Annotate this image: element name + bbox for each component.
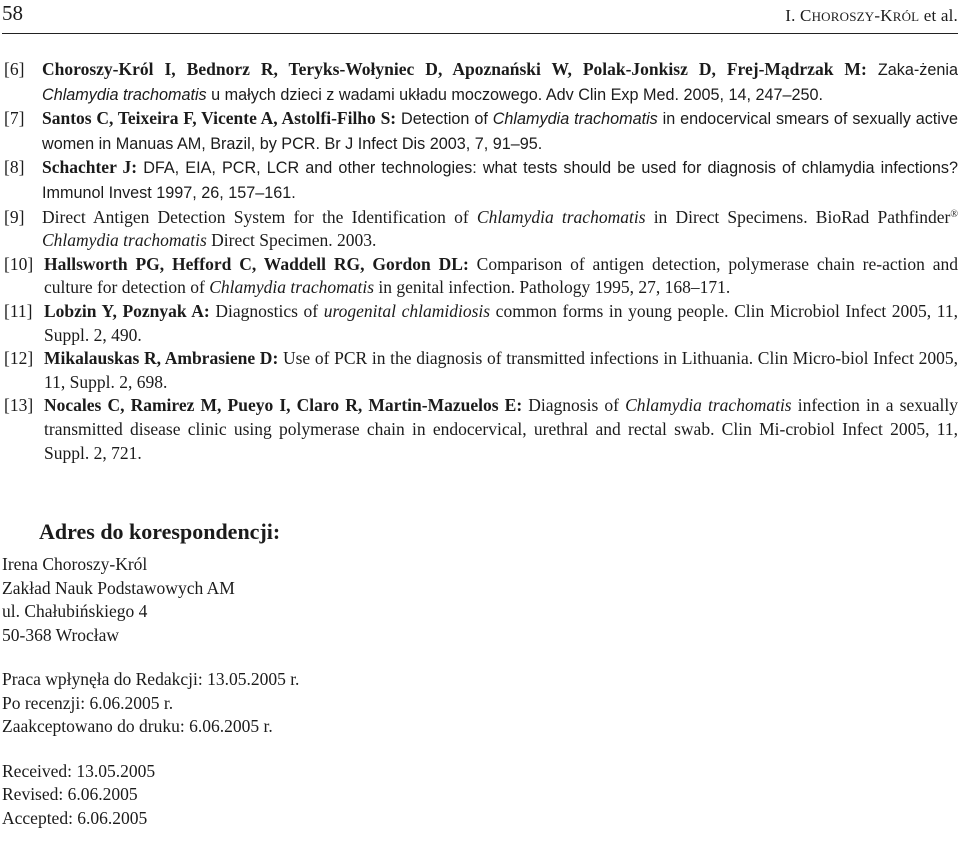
reference-number: [10]	[4, 253, 34, 274]
reference-number: [8]	[4, 157, 25, 178]
correspondence-heading: Adres do korespondencji:	[39, 519, 281, 544]
reference-number: [6]	[4, 59, 25, 79]
reference-number: [12]	[4, 348, 34, 369]
reference-authors: Choroszy-Król I, Bednorz R, Teryks-Wołyniec D, Apoznański W, Polak-Jonkisz D, Frej-Mądrzak M:	[42, 59, 867, 79]
reference-item: [10] Hallsworth PG, Hefford C, Waddell RG, Gordon DL: Comparison of antigen detection, polymerase chain re-action and culture for detection of Chlamydia trachomatis in genital infection. Pathology 1995, 27, 168–171.	[4, 253, 958, 298]
reference-authors: Schachter J:	[42, 157, 138, 178]
reference-item: [8] Schachter J: DFA, EIA, PCR, LCR and other technologies: what tests should be used for diagnosis of chlamydia infections? Immunol Invest 1997, 26, 157–161.	[4, 157, 958, 202]
date-line: Received: 13.05.2005	[2, 760, 156, 781]
address-line: Zakład Nauk Podstawowych AM	[2, 577, 235, 598]
date-line: Zaakceptowano do druku: 6.06.2005 r.	[2, 716, 273, 736]
date-line: Accepted: 6.06.2005	[2, 807, 148, 828]
address-line: 50-368 Wrocław	[2, 624, 120, 645]
reference-authors: Lobzin Y, Poznyak A:	[44, 300, 210, 321]
address-line: Irena Choroszy-Król	[2, 554, 148, 574]
date-line: Revised: 6.06.2005	[2, 784, 138, 804]
reference-number: [13]	[4, 395, 34, 416]
date-line: Praca wpłynęła do Redakcji: 13.05.2005 r.	[2, 669, 300, 689]
page-number: 58	[2, 1, 23, 25]
date-line: Po recenzji: 6.06.2005 r.	[2, 692, 174, 713]
reference-item: [6] Choroszy-Król I, Bednorz R, Teryks-Wołyniec D, Apoznański W, Polak-Jonkisz D, Frej-Mądrzak M: Zaka-żenia Chlamydia trachomatis u małych dzieci z wadami układu moczowego. Adv Clin Exp Med. 2005, 14, 247–250.	[4, 59, 958, 104]
reference-authors: Mikalauskas R, Ambrasiene D:	[44, 348, 279, 369]
reference-item: [12] Mikalauskas R, Ambrasiene D: Use of PCR in the diagnosis of transmitted infections in Lithuania. Clin Micro-biol Infect 2005, 11, Suppl. 2, 698.	[4, 348, 958, 392]
reference-authors: Hallsworth PG, Hefford C, Waddell RG, Gordon DL:	[44, 253, 469, 274]
dates-english	[2, 760, 602, 831]
page-header	[2, 0, 958, 36]
reference-item: [11] Lobzin Y, Poznyak A: Diagnostics of urogenital chlamidiosis common forms in young people. Clin Microbiol Infect 2005, 11, Suppl. 2, 490.	[4, 300, 958, 345]
reference-item: [13] Nocales C, Ramirez M, Pueyo I, Claro R, Martin-Mazuelos E: Diagnosis of Chlamydia trachomatis infection in a sexually transmitted disease clinic using polymerase chain in endocervical, urethral and rectal swab. Clin Mi-crobiol Infect 2005, 11, Suppl. 2, 721.	[4, 395, 958, 463]
header-rule	[2, 33, 958, 34]
address-line: ul. Chałubińskiego 4	[2, 601, 148, 621]
reference-item: [9] Direct Antigen Detection System for the Identification of Chlamydia trachomatis in Direct Specimens. BioRad Pathfinder® Chlamydia trachomatis Direct Specimen. 2003.	[4, 206, 958, 251]
dates-polish	[2, 668, 602, 739]
reference-authors: Santos C, Teixeira F, Vicente A, Astolfi-Filho S:	[42, 108, 397, 129]
correspondence-section	[2, 517, 602, 851]
reference-number: [7]	[4, 108, 25, 129]
reference-item: [7] Santos C, Teixeira F, Vicente A, Astolfi-Filho S: Detection of Chlamydia trachomatis in endocervical smears of sexually active women in Manuas AM, Brazil, by PCR. Br J Infect Dis 2003, 7, 91–95.	[4, 108, 958, 153]
correspondence-address	[2, 553, 602, 647]
registered-mark: ®	[950, 208, 958, 220]
reference-authors: Nocales C, Ramirez M, Pueyo I, Claro R, Martin-Mazuelos E:	[44, 395, 523, 416]
running-head: I. CHOROSZY-KRÓL et al.	[785, 6, 958, 25]
reference-number: [9]	[4, 206, 25, 227]
reference-number: [11]	[4, 300, 33, 321]
reference-list	[4, 58, 958, 465]
